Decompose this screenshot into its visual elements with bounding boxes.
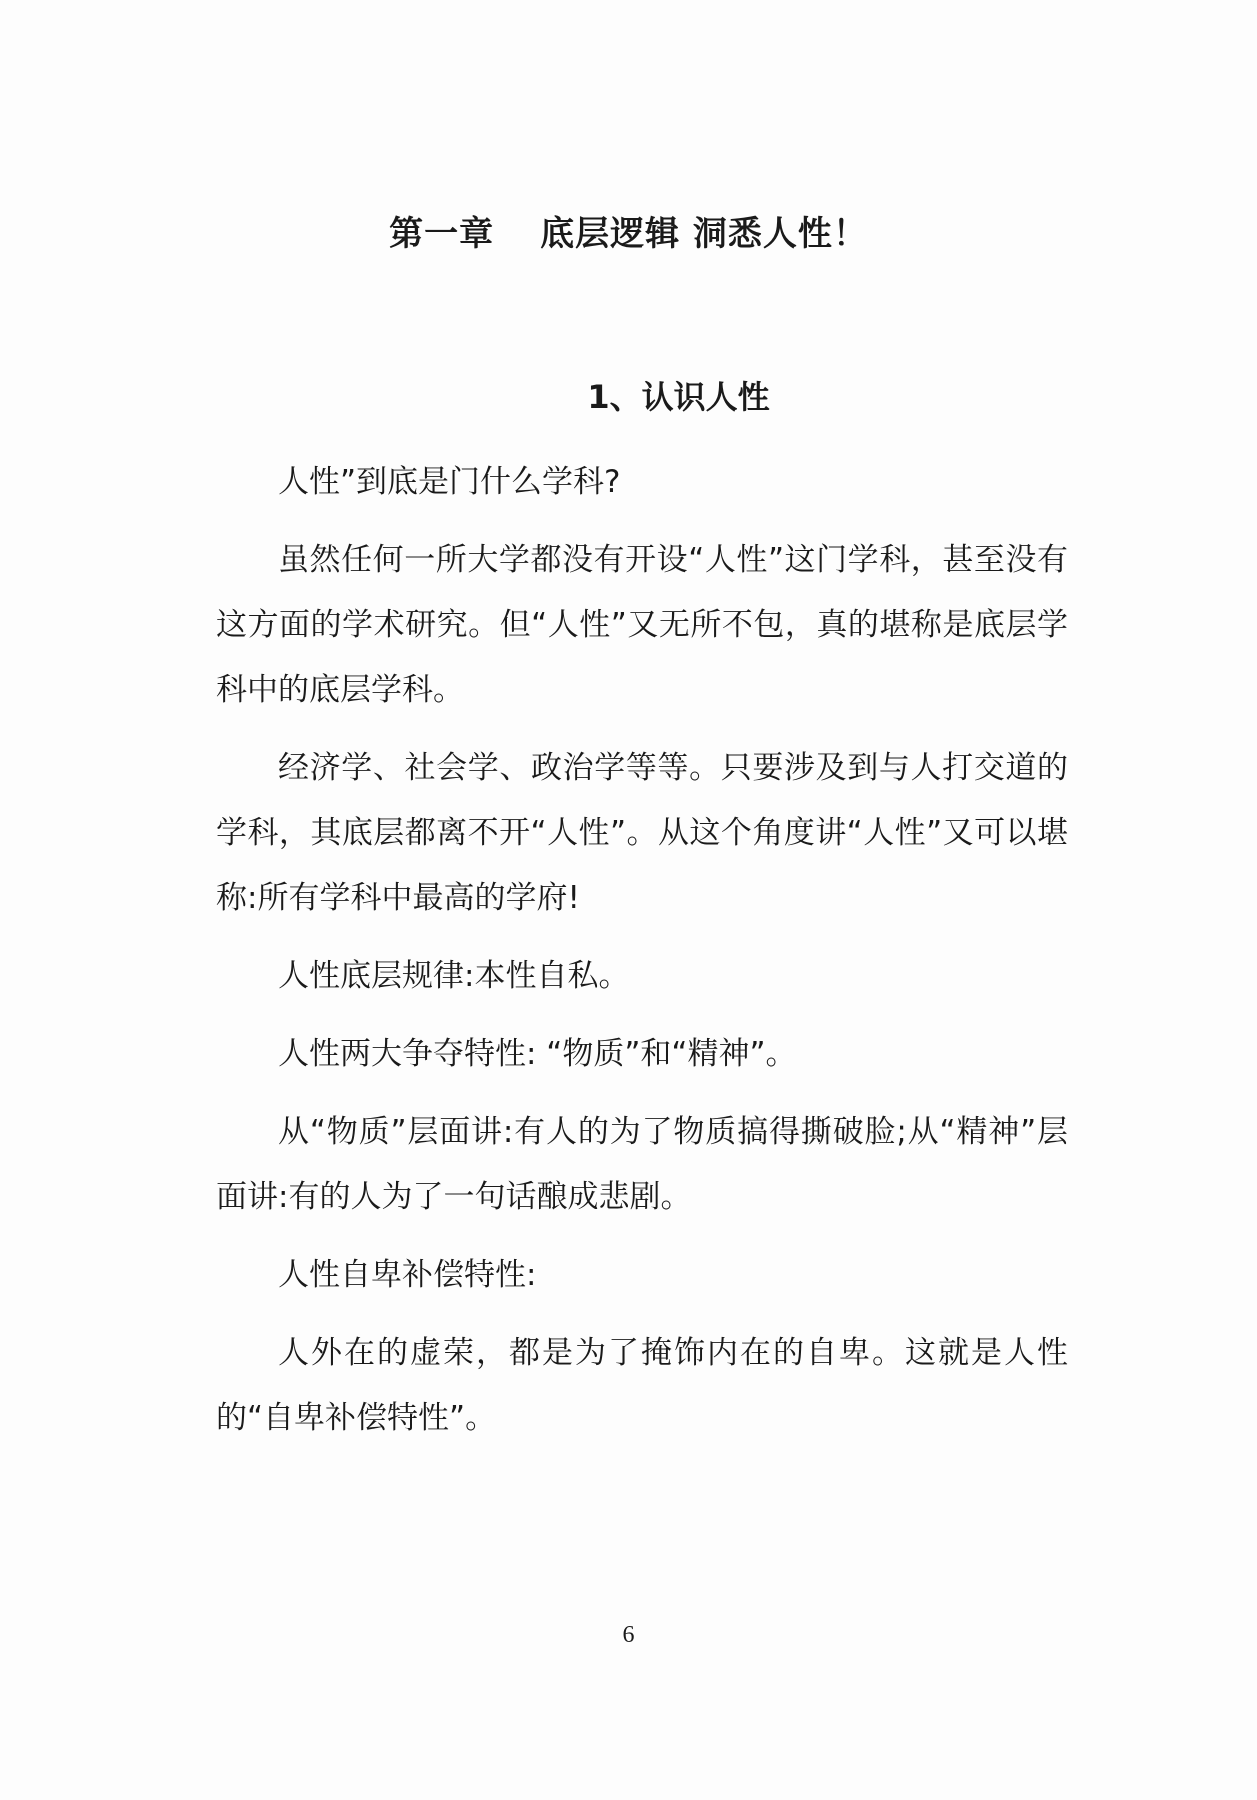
paragraph: 人性两大争夺特性: “物质”和“精神”。 [278,1036,797,1072]
chapter-number: 第一章 [389,214,495,254]
paragraph: 人性”到底是门什么学科? [278,464,621,500]
paragraph: 经济学、社会学、政治学等等。只要涉及到与人打交道的学科，其底层都离不开“人性”。从这个角度讲“人性”又可以堪称:所有学科中最高的学府! [216,750,1068,916]
paragraph: 人性自卑补偿特性: [278,1257,537,1293]
chapter-title: 底层逻辑 洞悉人性！ [540,214,868,254]
paragraph: 虽然任何一所大学都没有开设“人性”这门学科，甚至没有这方面的学术研究。但“人性”又无所不包，真的堪称是底层学科中的底层学科。 [216,542,1068,708]
paragraph: 人外在的虚荣，都是为了掩饰内在的自卑。这就是人性的“自卑补偿特性”。 [216,1335,1068,1436]
chapter-heading [0,212,1257,256]
paragraph: 从“物质”层面讲:有人的为了物质搞得撕破脸;从“精神”层面讲:有的人为了一句话酿成悲剧。 [216,1114,1068,1215]
paragraph: 人性底层规律:本性自私。 [278,958,630,994]
page-number: 6 [622,1622,635,1648]
section-heading: 1、认识人性 [587,378,770,416]
body-text [216,450,1068,1464]
